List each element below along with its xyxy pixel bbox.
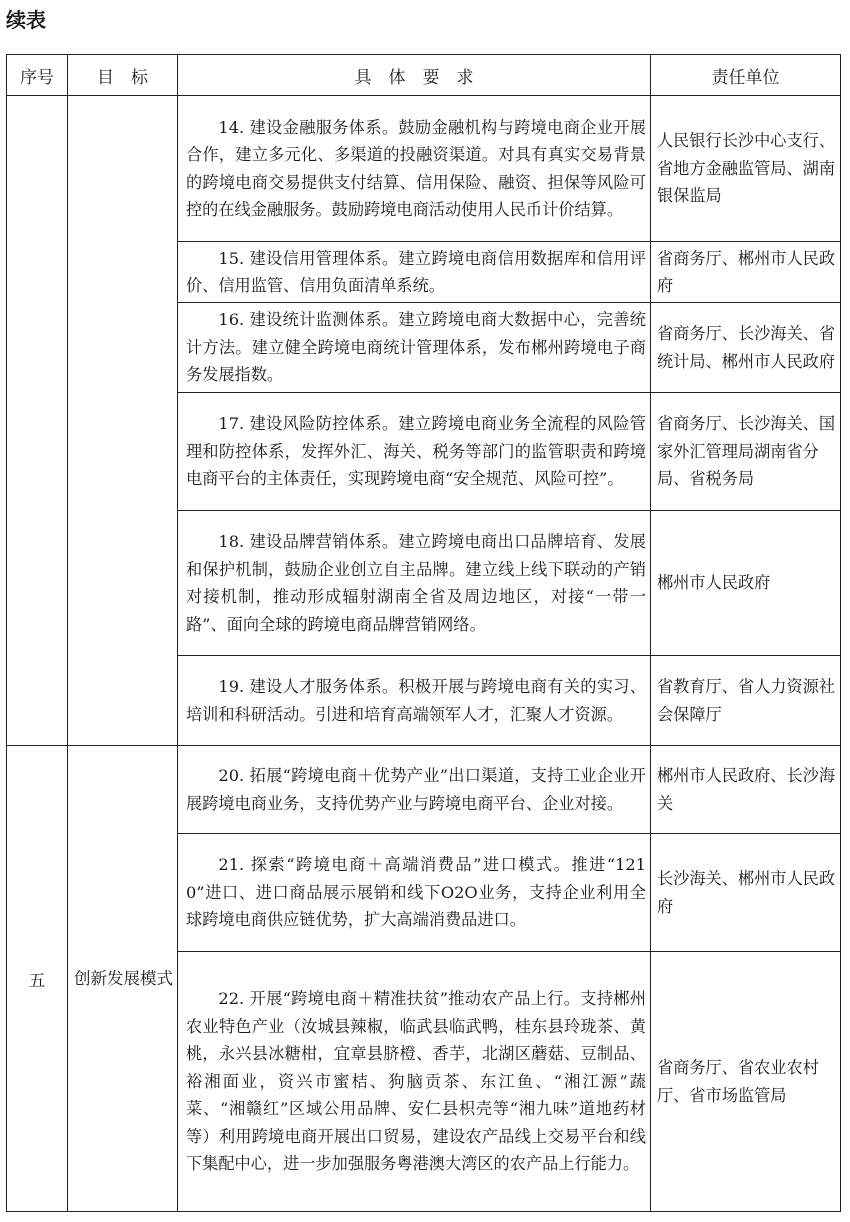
unit-cell: 省商务厅、省农业农村厅、省市场监管局	[651, 952, 841, 1212]
unit-cell: 省商务厅、长沙海关、国家外汇管理局湖南省分局、省税务局	[651, 393, 841, 511]
header-unit: 责任单位	[651, 55, 841, 96]
requirement-cell: 19. 建设人才服务体系。积极开展与跨境电商有关的实习、培训和科研活动。引进和培育高端领军人才，汇聚人才资源。	[178, 656, 651, 746]
goal-cell: 创新发展模式	[68, 746, 178, 1212]
unit-cell: 郴州市人民政府、长沙海关	[651, 746, 841, 834]
seq-cell-continued	[7, 96, 68, 746]
header-row	[7, 55, 841, 96]
unit-cell: 省商务厅、长沙海关、省统计局、郴州市人民政府	[651, 303, 841, 393]
seq-cell: 五	[7, 746, 68, 1212]
header-requirement: 具 体 要 求	[178, 55, 651, 96]
unit-cell: 省教育厅、省人力资源社会保障厅	[651, 656, 841, 746]
table-row	[7, 746, 841, 834]
unit-cell: 郴州市人民政府	[651, 511, 841, 656]
unit-cell: 人民银行长沙中心支行、省地方金融监管局、湖南银保监局	[651, 96, 841, 242]
table-caption: 续表	[6, 8, 46, 32]
requirement-cell: 18. 建设品牌营销体系。建立跨境电商出口品牌培育、发展和保护机制，鼓励企业创立自主品牌。建立线上线下联动的产销对接机制，推动形成辐射湖南全省及周边地区，对接“一带一路”、面向全球的跨境电商品牌营销网络。	[178, 511, 651, 656]
responsibility-table	[6, 54, 841, 1212]
header-goal: 目 标	[68, 55, 178, 96]
requirement-cell: 15. 建设信用管理体系。建立跨境电商信用数据库和信用评价、信用监管、信用负面清单系统。	[178, 242, 651, 303]
requirement-cell: 22. 开展“跨境电商＋精准扶贫”推动农产品上行。支持郴州农业特色产业（汝城县辣椒，临武县临武鸭，桂东县玲珑茶、黄桃，永兴县冰糖柑，宜章县脐橙、香芋，北湖区蘑菇、豆制品、裕湘面业，资兴市蜜桔、狗脑贡茶、东江鱼、“湘江源”蔬菜、“湘赣红”区域公用品牌、安仁县枳壳等“湘九味”道地药材等）利用跨境电商开展出口贸易，建设农产品线上交易平台和线下集配中心，进一步加强服务粤港澳大湾区的农产品上行能力。	[178, 952, 651, 1212]
requirement-cell: 16. 建设统计监测体系。建立跨境电商大数据中心，完善统计方法。建立健全跨境电商统计管理体系，发布郴州跨境电子商务发展指数。	[178, 303, 651, 393]
table-row	[7, 96, 841, 242]
unit-cell: 长沙海关、郴州市人民政府	[651, 834, 841, 952]
header-seq: 序号	[7, 55, 68, 96]
requirement-cell: 14. 建设金融服务体系。鼓励金融机构与跨境电商企业开展合作，建立多元化、多渠道的投融资渠道。对具有真实交易背景的跨境电商交易提供支付结算、信用保险、融资、担保等风险可控的在线金融服务。鼓励跨境电商活动使用人民币计价结算。	[178, 96, 651, 242]
requirement-cell: 21. 探索“跨境电商＋高端消费品”进口模式。推进“1210”进口、进口商品展示展销和线下O2O业务，支持企业利用全球跨境电商供应链优势，扩大高端消费品进口。	[178, 834, 651, 952]
goal-cell-continued	[68, 96, 178, 746]
requirement-cell: 17. 建设风险防控体系。建立跨境电商业务全流程的风险管理和防控体系，发挥外汇、海关、税务等部门的监管职责和跨境电商平台的主体责任，实现跨境电商“安全规范、风险可控”。	[178, 393, 651, 511]
requirement-cell: 20. 拓展“跨境电商＋优势产业”出口渠道，支持工业企业开展跨境电商业务，支持优势产业与跨境电商平台、企业对接。	[178, 746, 651, 834]
unit-cell: 省商务厅、郴州市人民政府	[651, 242, 841, 303]
